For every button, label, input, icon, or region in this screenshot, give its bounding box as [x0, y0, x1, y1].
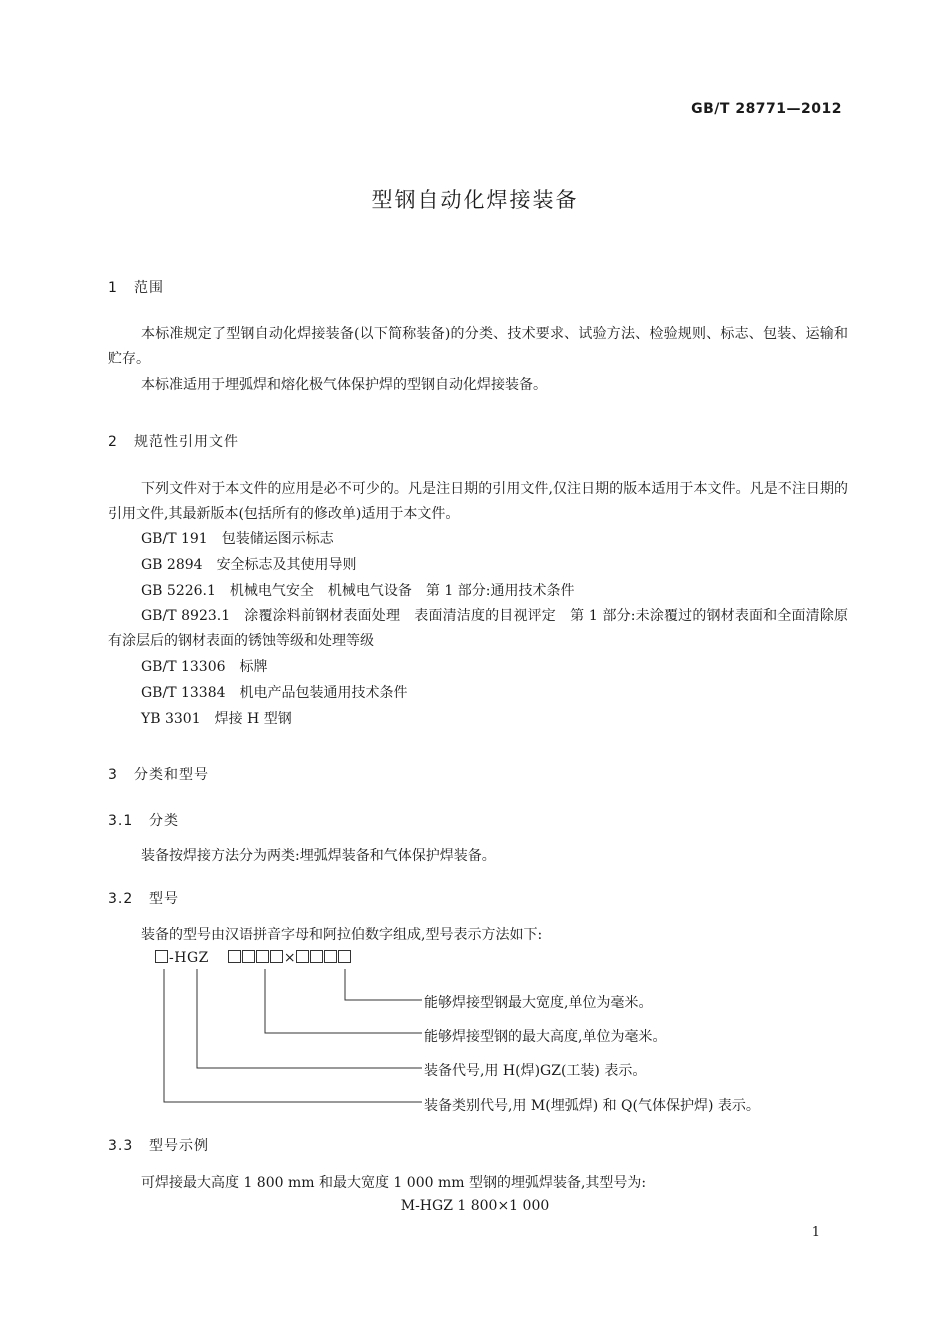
reference-code: YB 3301 — [141, 711, 201, 727]
section-title: 分类和型号 — [134, 767, 209, 783]
model-desc-width: 能够焊接型钢最大宽度,单位为毫米。 — [424, 995, 653, 1011]
reference-code: GB/T 191 — [141, 531, 208, 547]
model-desc-category-code: 装备类别代号,用 M(埋弧焊) 和 Q(气体保护焊) 表示。 — [424, 1098, 760, 1114]
model-desc-height: 能够焊接型钢的最大高度,单位为毫米。 — [424, 1029, 667, 1045]
page-number: 1 — [811, 1225, 820, 1240]
section-title: 规范性引用文件 — [134, 434, 239, 450]
code-prefix: -HGZ — [169, 950, 209, 966]
reference-name: 安全标志及其使用导则 — [216, 557, 357, 573]
leader-line-width — [345, 969, 422, 1000]
section-title: 型号 — [149, 891, 179, 907]
reference-name: 机电产品包装通用技术条件 — [239, 685, 408, 701]
leader-line-category-code — [164, 969, 422, 1102]
section-number: 1 — [108, 280, 118, 296]
section-3-3-text: 可焊接最大高度 1 800 mm 和最大宽度 1 000 mm 型钢的埋弧焊装备,其型号为: — [141, 1175, 647, 1191]
section-3-3-heading — [108, 1135, 209, 1155]
section-number: 3 — [108, 767, 118, 783]
reference-code: GB/T 13384 — [141, 685, 226, 701]
section-number: 3.2 — [108, 891, 134, 907]
reference-name: 机械电气安全 机械电气设备 第 1 部分:通用技术条件 — [229, 583, 575, 599]
section-number: 2 — [108, 434, 118, 450]
standard-number: GB/T 28771—2012 — [691, 101, 842, 117]
times-sign: × — [283, 950, 297, 966]
model-example: M-HGZ 1 800×1 000 — [400, 1198, 550, 1214]
reference-code: GB/T 8923.1 — [141, 608, 231, 624]
section-3-1-text: 装备按焊接方法分为两类:埋弧焊装备和气体保护焊装备。 — [141, 848, 496, 864]
reference-name: 包装储运图示标志 — [221, 531, 334, 547]
reference-name: 标牌 — [239, 659, 268, 675]
reference-name: 焊接 H 型钢 — [214, 711, 292, 727]
model-desc-equipment-code: 装备代号,用 H(焊)GZ(工装) 表示。 — [424, 1063, 647, 1079]
reference-code: GB/T 13306 — [141, 659, 226, 675]
paragraph-text: 本标准适用于埋弧焊和熔化极气体保护焊的型钢自动化焊接装备。 — [141, 377, 547, 393]
document-title: 型钢自动化焊接装备 — [371, 188, 579, 212]
paragraph-text: 本标准规定了型钢自动化焊接装备(以下简称装备)的分类、技术要求、试验方法、检验规则、标志、包装、运输和贮存。 — [108, 326, 848, 367]
section-title: 型号示例 — [149, 1138, 209, 1154]
paragraph-text: 下列文件对于本文件的应用是必不可少的。凡是注日期的引用文件,仅注日期的版本适用于本文件。凡是不注日期的引用文件,其最新版本(包括所有的修改单)适用于本文件。 — [108, 481, 848, 522]
reference-name: 涂覆涂料前钢材表面处理 表面清洁度的目视评定 第 1 部分:未涂覆过的钢材表面和全面清除原有涂层后的钢材表面的锈蚀等级和处理等级 — [108, 608, 848, 649]
section-number: 3.3 — [108, 1138, 134, 1154]
section-title: 分类 — [149, 813, 179, 829]
section-3-2-text: 装备的型号由汉语拼音字母和阿拉伯数字组成,型号表示方法如下: — [141, 927, 543, 943]
reference-code: GB 5226.1 — [141, 583, 216, 599]
reference-code: GB 2894 — [141, 557, 203, 573]
section-number: 3.1 — [108, 813, 134, 829]
leader-line-height — [265, 969, 422, 1033]
leader-line-equipment-code — [197, 969, 422, 1068]
section-title: 范围 — [134, 280, 164, 296]
